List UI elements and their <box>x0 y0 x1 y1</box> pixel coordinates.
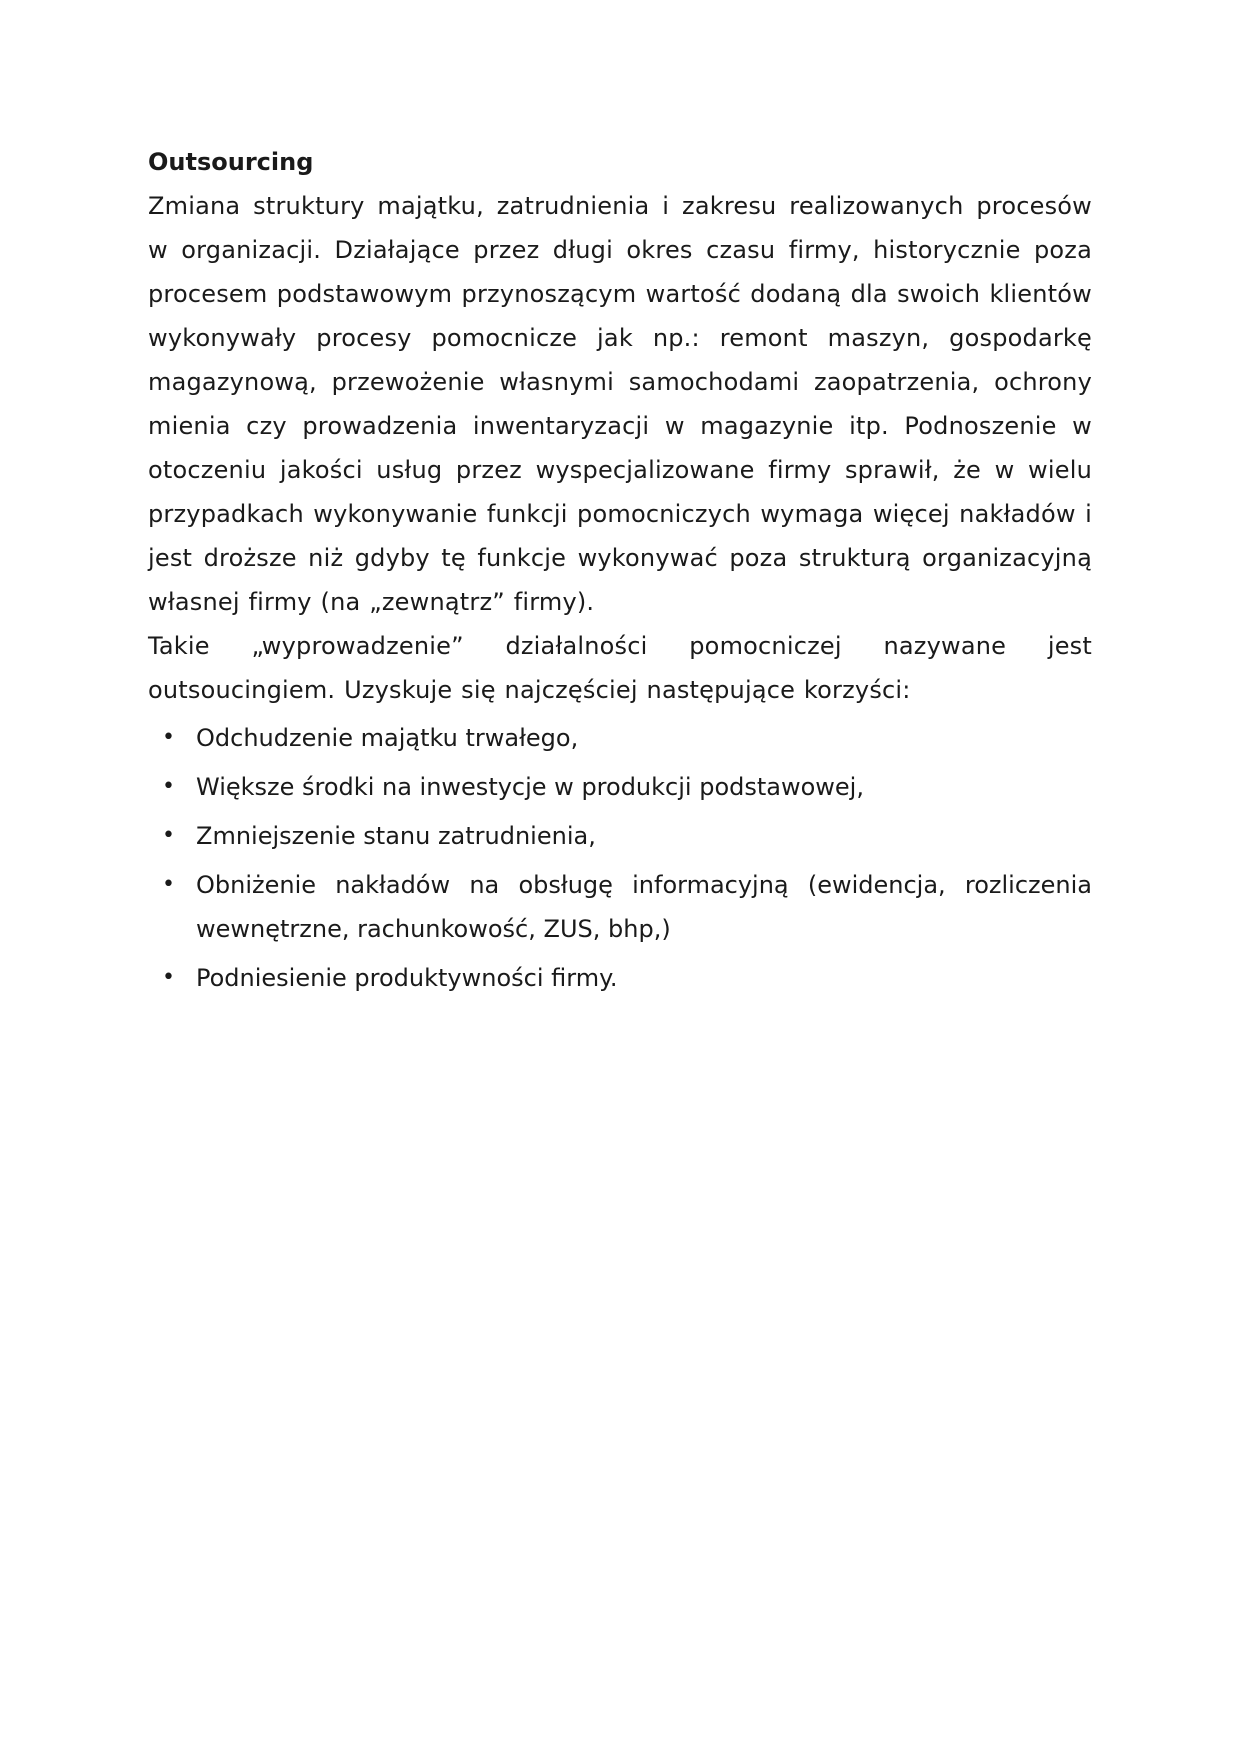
list-item-text: Większe środki na inwestycje w produkcji podstawowej, <box>196 773 864 801</box>
list-item <box>162 956 1092 1000</box>
bullet-icon: • <box>162 823 175 848</box>
intro-paragraph: Zmiana struktury majątku, zatrudnienia i zakresu realizowanych procesów w organizacji. Działające przez długi okres czasu firmy, historycznie poza procesem podstawowym przynoszącym wartość dodaną dla swoich klientów wykonywały procesy pomocnicze jak np.: remont maszyn, gospodarkę magazynową, przewożenie własnymi samochodami zaopatrzenia, ochrony mienia czy prowadzenia inwentaryzacji w magazynie itp. Podnoszenie w otoczeniu jakości usług przez wyspecjalizowane firmy sprawił, że w wielu przypadkach wykonywanie funkcji pomocniczych wymaga więcej nakładów i jest droższe niż gdyby tę funkcje wykonywać poza strukturą organizacyjną własnej firmy (na „zewnątrz” firmy). <box>148 192 1092 616</box>
document-title: Outsourcing <box>148 148 314 176</box>
outsourcing-definition-paragraph: Takie „wyprowadzenie” działalności pomocniczej nazywane jest outsoucingiem. Uzyskuje się najczęściej następujące korzyści: <box>148 632 1092 704</box>
list-item-text: Podniesienie produktywności firmy. <box>196 964 618 992</box>
bullet-icon: • <box>162 872 175 897</box>
list-item-text: Obniżenie nakładów na obsługę informacyjną (ewidencja, rozliczenia wewnętrzne, rachunkowość, ZUS, bhp,) <box>196 871 1092 943</box>
bullet-icon: • <box>162 725 175 750</box>
list-item-text: Zmniejszenie stanu zatrudnienia, <box>196 822 596 850</box>
list-item-text: Odchudzenie majątku trwałego, <box>196 724 579 752</box>
list-item <box>162 716 1092 760</box>
list-item <box>162 765 1092 809</box>
document-page <box>148 140 1092 1005</box>
list-item <box>162 814 1092 858</box>
bullet-icon: • <box>162 774 175 799</box>
list-item <box>162 863 1092 951</box>
benefits-list <box>148 716 1092 1000</box>
bullet-icon: • <box>162 965 175 990</box>
